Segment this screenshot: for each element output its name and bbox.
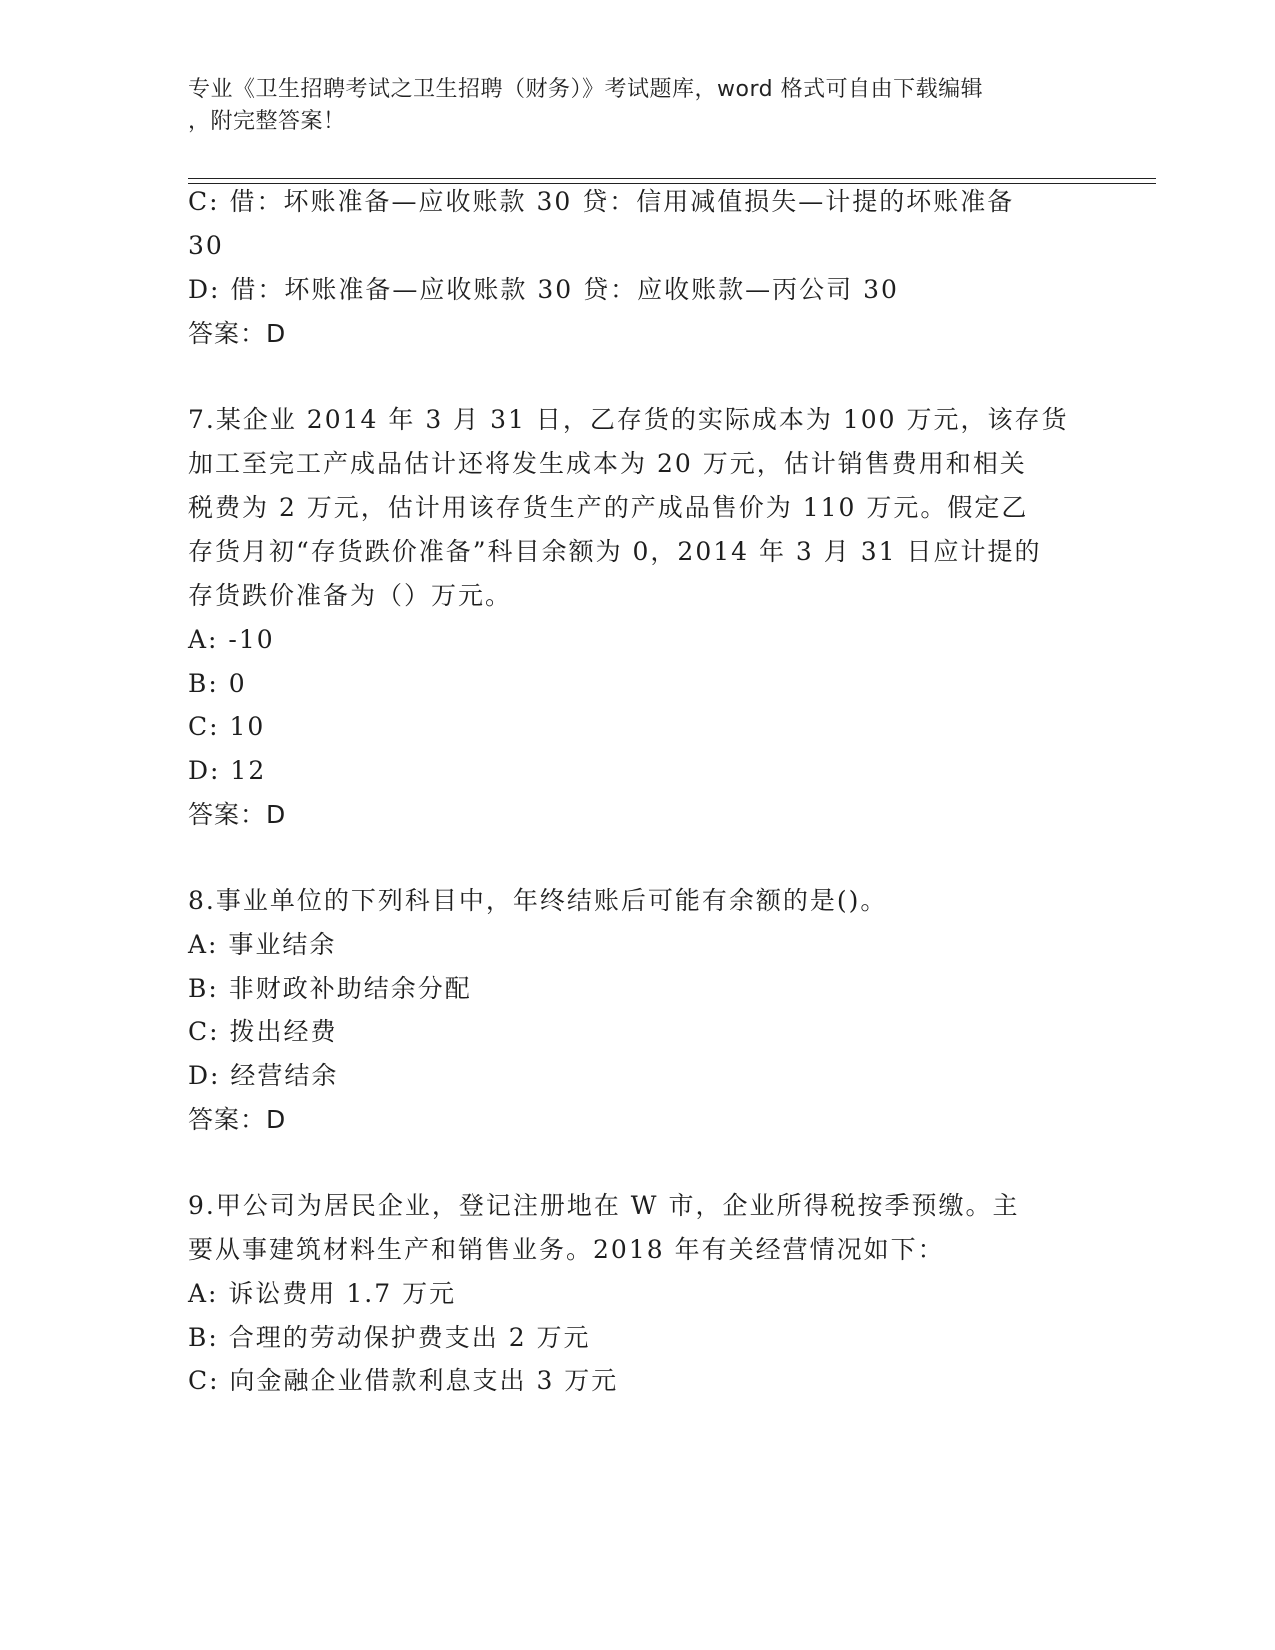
q9-stem-line: 9.甲公司为居民企业，登记注册地在 W 市，企业所得税按季预缴。主 (188, 1191, 1020, 1220)
q7-answer: 答案：D (188, 800, 287, 829)
q6-answer: 答案：D (188, 319, 287, 348)
q7-option-a: A: -10 (188, 625, 275, 654)
q7-stem-line: 7.某企业 2014 年 3 月 31 日，乙存货的实际成本为 100 万元，该存货 (188, 405, 1069, 434)
header-divider-top (188, 178, 1156, 179)
q7-stem-line: 加工至完工产成品估计还将发生成本为 20 万元，估计销售费用和相关 (188, 449, 1027, 478)
q8-answer: 答案：D (188, 1105, 287, 1134)
q6-option-d: D: 借：坏账准备—应收账款 30 贷：应收账款—丙公司 30 (188, 275, 899, 304)
q8-option-d: D: 经营结余 (188, 1061, 339, 1090)
document-header (188, 74, 1068, 138)
q9-option-b: B: 合理的劳动保护费支出 2 万元 (188, 1323, 591, 1352)
q9-stem-line: 要从事建筑材料生产和销售业务。2018 年有关经营情况如下： (188, 1235, 945, 1264)
q7-option-b: B: 0 (188, 669, 247, 698)
header-line-2: ，附完整答案！ (188, 109, 346, 134)
q8-option-b: B: 非财政补助结余分配 (188, 974, 472, 1003)
q7-option-d: D: 12 (188, 756, 267, 785)
q9-option-a: A: 诉讼费用 1.7 万元 (188, 1279, 457, 1308)
header-line-1: 专业《卫生招聘考试之卫生招聘（财务）》考试题库，word 格式可自由下载编辑 (188, 77, 984, 102)
q8-option-c: C: 拨出经费 (188, 1017, 338, 1046)
q6-option-c-line1: C: 借：坏账准备—应收账款 30 贷：信用减值损失—计提的坏账准备 (188, 187, 1015, 216)
q8-option-a: A: 事业结余 (188, 930, 337, 959)
header-divider-bottom (188, 183, 1156, 184)
q6-option-c-line2: 30 (188, 231, 224, 260)
q7-stem-line: 税费为 2 万元，估计用该存货生产的产成品售价为 110 万元。假定乙 (188, 493, 1029, 522)
q7-stem-line: 存货月初“存货跌价准备”科目余额为 0，2014 年 3 月 31 日应计提的 (188, 537, 1042, 566)
q8-stem: 8.事业单位的下列科目中，年终结账后可能有余额的是()。 (188, 886, 888, 915)
q7-option-c: C: 10 (188, 712, 266, 741)
q9-option-c: C: 向金融企业借款利息支出 3 万元 (188, 1366, 619, 1395)
q7-stem-line: 存货跌价准备为（）万元。 (188, 581, 513, 610)
